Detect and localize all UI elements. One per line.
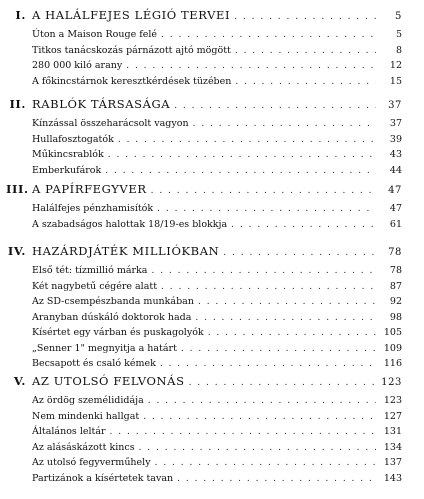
- toc-entry: [0, 411, 424, 422]
- toc-entry: [0, 312, 424, 323]
- toc-entry: [0, 149, 424, 160]
- toc-entry: [0, 118, 424, 129]
- toc-entry: [0, 203, 424, 214]
- dot-leader: [110, 427, 376, 437]
- chapter-title: HAZÁRDJÁTÉK MILLIÓKBAN: [32, 244, 220, 258]
- dot-leader: [126, 61, 376, 71]
- toc-entry-page-number: 92: [389, 296, 402, 307]
- dot-leader: [161, 282, 376, 292]
- chapter-page-number: 5: [395, 11, 402, 22]
- dot-leader: [189, 378, 376, 388]
- chapter-page-number: 78: [388, 247, 402, 258]
- dot-leader: [181, 344, 376, 354]
- toc-entry-title: Az ördög személididája: [32, 395, 144, 406]
- toc-entry-page-number: 5: [395, 29, 402, 40]
- toc-entry-page-number: 44: [389, 164, 402, 176]
- toc-entry-page-number: 43: [389, 149, 402, 160]
- dot-leader: [143, 412, 376, 422]
- chapter-number: V.: [13, 374, 26, 388]
- toc-entry-title: Első tét: tízmillió márka: [32, 265, 148, 276]
- dot-leader: [155, 458, 376, 468]
- toc-entry-page-number: 39: [389, 133, 402, 145]
- toc-entry-page-number: 8: [395, 44, 402, 56]
- chapter-title: A PAPÍRFEGYVER: [32, 182, 147, 196]
- toc-entry-title: Az utolsó fegyverműhely: [32, 457, 151, 468]
- toc-entry-page-number: 37: [389, 118, 402, 129]
- toc-entry-title: Műkincsrablók: [32, 149, 104, 160]
- toc-entry-title: A szabadságos halottak 18/19-es blokkja: [32, 218, 228, 230]
- chapter-page-number: 37: [388, 100, 402, 111]
- chapter-title: RABLÓK TÁRSASÁGA: [32, 97, 171, 111]
- chapter-number: IV.: [7, 244, 26, 258]
- toc-entry: [0, 219, 424, 230]
- chapter-number: II.: [9, 97, 26, 111]
- toc-entry: [0, 45, 424, 56]
- toc-entry: [0, 76, 424, 87]
- toc-entry: [0, 60, 424, 71]
- toc-entry-title: Halálfejes pénzhamisítók: [32, 203, 154, 214]
- toc-entry: [0, 296, 424, 307]
- toc-entry: [0, 265, 424, 276]
- toc-entry: [0, 457, 424, 468]
- toc-entry: [0, 327, 424, 338]
- dot-leader: [231, 220, 376, 230]
- dot-leader: [139, 443, 376, 453]
- toc-entry-title: Az SD-csempészbanda munkában: [32, 296, 194, 307]
- toc-entry-title: Két nagybetű cégére alatt: [32, 280, 158, 292]
- dot-leader: [193, 119, 376, 129]
- toc-entry-page-number: 87: [389, 280, 402, 292]
- toc-entry: [0, 426, 424, 437]
- toc-entry-title: Titkos tanácskozás párnázott ajtó mögött: [32, 44, 231, 56]
- toc-entry-title: Becsapott és csaló kémek: [32, 358, 156, 369]
- dot-leader: [118, 135, 376, 145]
- toc-entry-title: Az alásáskázott kincs: [32, 441, 135, 453]
- chapter-heading: [0, 97, 424, 111]
- chapter-title: AZ UTOLSÓ FELVONÁS: [32, 374, 185, 388]
- toc-entry-page-number: 134: [383, 441, 402, 453]
- toc-entry: [0, 442, 424, 453]
- dot-leader: [151, 266, 376, 276]
- dot-leader: [235, 77, 376, 87]
- toc-entry: [0, 473, 424, 484]
- toc-entry-title: Aranyban dúskáló doktorok hada: [32, 311, 192, 323]
- dot-leader: [195, 313, 376, 323]
- toc-entry: [0, 395, 424, 406]
- toc-entry-page-number: 143: [383, 472, 402, 484]
- chapter-page-number: 123: [381, 377, 402, 388]
- chapter-page-number: 47: [388, 185, 402, 196]
- dot-leader: [160, 359, 376, 369]
- toc-entry-page-number: 98: [389, 311, 402, 323]
- toc-entry-title: Kínzással összeharácsolt vagyon: [32, 118, 189, 129]
- chapter-heading: [0, 182, 424, 196]
- dot-leader: [108, 150, 376, 160]
- dot-leader: [105, 166, 376, 176]
- toc-entry-page-number: 61: [389, 218, 402, 230]
- chapter-heading: [0, 244, 424, 258]
- toc-entry-page-number: 123: [383, 395, 402, 406]
- toc-entry-title: Nem mindenki hallgat: [32, 410, 140, 422]
- toc-entry-page-number: 47: [389, 203, 402, 214]
- toc-entry-title: 280 000 kiló arany: [32, 60, 123, 71]
- toc-entry-page-number: 12: [389, 60, 402, 71]
- toc-entry-page-number: 116: [383, 358, 402, 369]
- toc-entry: [0, 343, 424, 354]
- dot-leader: [235, 46, 376, 56]
- dot-leader: [177, 474, 376, 484]
- toc-entry-page-number: 105: [383, 327, 402, 338]
- toc-entry-title: Kísértet egy várban és puskagolyók: [32, 327, 204, 338]
- toc-entry: [0, 281, 424, 292]
- dot-leader: [234, 12, 376, 22]
- chapter-number: I.: [15, 8, 26, 22]
- dot-leader: [148, 396, 376, 406]
- chapter-number: III.: [6, 182, 29, 196]
- toc-entry: [0, 358, 424, 369]
- toc-entry-title: „Senner 1" megnyitja a határt: [32, 342, 177, 354]
- dot-leader: [208, 328, 376, 338]
- dot-leader: [223, 248, 376, 258]
- toc-entry-title: Hullafosztogatók: [32, 133, 114, 145]
- dot-leader: [198, 297, 376, 307]
- dot-leader: [151, 186, 376, 196]
- toc-entry-title: A főkincstárnok keresztkérdések tüzében: [32, 75, 232, 87]
- toc-entry: [0, 134, 424, 145]
- dot-leader: [157, 204, 376, 214]
- chapter-heading: [0, 8, 424, 22]
- chapter-heading: [0, 374, 424, 388]
- toc-entry-title: Emberkufárok: [32, 164, 102, 176]
- toc-entry: [0, 29, 424, 40]
- toc-entry-page-number: 127: [383, 410, 402, 422]
- toc-entry-title: Partizánok a kísértetek tavan: [32, 472, 174, 484]
- toc-entry-page-number: 109: [383, 342, 402, 354]
- chapter-title: A HALÁLFEJES LÉGIÓ TERVEI: [32, 8, 231, 22]
- dot-leader: [161, 30, 376, 40]
- toc-entry-title: Úton a Maison Rouge felé: [32, 29, 158, 40]
- toc-entry-page-number: 137: [383, 457, 402, 468]
- toc-entry-page-number: 131: [383, 426, 402, 437]
- toc-entry-page-number: 78: [389, 265, 402, 276]
- toc-entry: [0, 165, 424, 176]
- toc-entry-page-number: 15: [389, 75, 402, 87]
- toc-entry-title: Általános leltár: [32, 426, 106, 437]
- dot-leader: [174, 101, 376, 111]
